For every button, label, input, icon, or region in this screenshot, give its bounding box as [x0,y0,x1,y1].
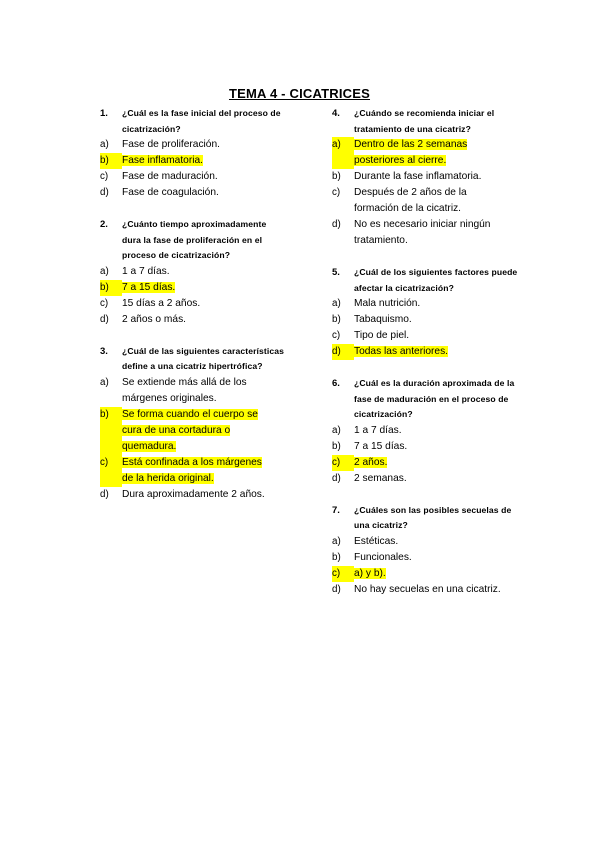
option-text [122,153,203,169]
option-text [122,375,247,407]
answer-option [100,137,300,153]
page-title: TEMA 4 - CICATRICES [228,86,371,101]
option-letter: b) [100,153,122,169]
answer-text: Durante la fase inflamatoria. [354,171,482,182]
option-letter: d) [100,187,109,198]
option-text [354,550,412,566]
option-text-line [122,185,219,201]
answer-option [100,407,300,455]
option-text [122,312,186,328]
option-letter: a) [100,139,109,150]
question-block [332,265,532,360]
highlighted-answer-text: Dentro de las 2 semanas [354,139,468,150]
answer-text: 7 a 15 días. [354,440,408,452]
question-text-line: ¿Cuáles son las posibles secuelas de [354,504,512,515]
option-text [354,582,501,598]
option-text-line [122,153,203,169]
option-letter: c) [332,455,354,471]
option-text [354,185,467,217]
question-text-line: ¿Cuál es la duración aproximada de la [354,378,515,388]
option-text [354,471,407,487]
option-text-line [354,423,402,439]
question-block [100,344,300,503]
option-text-line [122,439,258,455]
option-text-line [354,455,387,471]
question-number: 5. [332,267,340,278]
answer-option [332,344,532,360]
answer-option [332,582,532,598]
answer-text: márgenes originales. [122,392,217,404]
answer-text: 15 días a 2 años. [122,297,201,309]
option-letter: c) [100,297,109,309]
option-text-line [122,391,247,407]
option-text-line [354,137,467,153]
question-header [100,344,300,375]
answer-option [100,169,300,185]
option-letter: c) [332,566,354,582]
option-text-line [354,550,412,566]
answer-option [100,280,300,296]
answer-option [332,217,532,249]
answer-option [332,455,532,471]
answer-text: 2 semanas. [354,472,407,484]
option-text [354,344,448,360]
option-letter: a) [332,424,341,436]
answer-option [332,423,532,439]
option-text [354,169,481,185]
question-text [122,217,266,264]
question-block [332,106,532,249]
option-text-line [122,264,170,280]
answer-text: Después de 2 años de la [354,187,467,198]
option-letter: a) [332,535,341,547]
question-header [332,503,532,534]
answer-text: 2 años o más. [122,313,186,325]
answer-option [100,264,300,280]
option-text [354,296,420,312]
question-text-line: una cicatriz? [354,520,408,530]
question-number: 3. [100,345,108,357]
question-number: 1. [100,108,108,119]
question-header [332,265,532,296]
question-text-line: ¿Cuánto tiempo aproximadamente [122,219,267,229]
question-text-line: cicatrización? [122,123,181,134]
option-letter: b) [100,280,122,296]
question-text-line: dura la fase de proliferación en el [122,234,263,245]
option-letter: d) [332,472,341,484]
option-text [122,280,175,296]
answer-option [332,328,532,344]
option-letter: c) [100,171,109,182]
question-text-line: define a una cicatriz hipertrófica? [122,361,263,371]
option-text [354,423,402,439]
question-header [332,376,532,423]
question-number: 4. [332,108,340,119]
option-text [122,169,218,185]
answer-option [332,169,532,185]
option-letter: b) [332,440,341,452]
answer-text: formación de la cicatriz. [354,203,462,214]
option-text-line [122,487,265,503]
option-letter: a) [100,265,109,277]
answer-text: tratamiento. [354,235,408,246]
option-letter: a) [332,298,341,309]
answer-option [332,439,532,455]
option-text-line [354,169,481,185]
question-text-line: cicatrización? [354,409,413,419]
question-block [100,106,300,201]
answer-text: 1 a 7 días. [354,424,402,436]
answer-text: Fase de coagulación. [122,187,219,198]
question-header [332,106,532,137]
option-text [354,534,398,550]
option-text [122,407,258,455]
option-text-line [122,423,258,439]
answer-option [332,312,532,328]
option-text-line [122,407,258,423]
answer-text: 1 a 7 días. [122,265,170,277]
answer-text: Funcionales. [354,551,412,563]
option-letter: a) [332,137,354,169]
option-letter: d) [332,583,341,595]
option-text-line [354,582,501,598]
answer-text: No es necesario iniciar ningún [354,219,491,230]
question-text [122,106,281,137]
highlighted-answer-text: quemadura. [122,440,177,452]
question-text-line: afectar la cicatrización? [354,282,454,293]
option-text [354,217,490,249]
option-letter: d) [332,219,341,230]
question-block [100,217,300,328]
option-text-line [354,471,407,487]
option-text-line [354,201,467,217]
option-text-line [354,534,398,550]
answer-text: Se extiende más allá de los [122,376,247,388]
option-text-line [122,375,247,391]
option-text-line [354,312,412,328]
option-text-line [122,455,262,471]
option-text-line [354,439,407,455]
answer-option [332,296,532,312]
option-letter: d) [100,488,109,500]
answer-option [100,312,300,328]
option-letter: c) [332,187,341,198]
answer-text: Mala nutrición. [354,298,421,309]
option-text-line [122,137,220,153]
answer-option [332,534,532,550]
question-text [354,106,494,137]
answer-text: Dura aproximadamente 2 años. [122,488,265,500]
question-text-line: ¿Cuándo se recomienda iniciar el [354,108,495,118]
answer-text: Tipo de piel. [354,330,410,341]
option-text [122,185,219,201]
answer-text: Estéticas. [354,535,399,547]
option-text [354,328,409,344]
answer-option [332,471,532,487]
question-header [100,217,300,264]
answer-text: Fase de maduración. [122,171,218,182]
highlighted-answer-text: 7 a 15 días. [122,281,176,293]
answer-option [100,375,300,407]
answer-option [332,566,532,582]
answer-option [100,153,300,169]
option-text-line [122,296,200,312]
answer-option [100,296,300,312]
answer-option [100,185,300,201]
option-text [122,487,265,503]
question-text-line: tratamiento de una cicatriz? [354,123,471,134]
option-text-line [122,312,186,328]
option-text [122,455,262,487]
answer-option [100,455,300,487]
option-text-line [122,471,262,487]
highlighted-answer-text: a) y b). [354,567,386,579]
question-text [122,344,284,375]
highlighted-answer-text: 2 años. [354,456,388,468]
answer-text: Tabaquismo. [354,314,412,325]
question-block [332,503,532,598]
option-letter: b) [332,551,341,563]
option-text-line [354,153,467,169]
option-text-line [354,566,386,582]
highlighted-answer-text: Fase inflamatoria. [122,155,203,166]
option-text-line [354,217,490,233]
option-text [354,137,467,169]
answer-text: No hay secuelas en una cicatriz. [354,583,501,595]
question-text-line: proceso de cicatrización? [122,250,231,260]
answer-option [332,185,532,217]
option-text [354,566,386,582]
answer-option [332,137,532,169]
option-text-line [122,280,175,296]
option-letter: b) [100,407,122,455]
highlighted-answer-text: Todas las anteriores. [354,346,448,357]
highlighted-answer-text: cura de una cortadura o [122,424,231,436]
option-text-line [354,296,420,312]
option-text-line [354,328,409,344]
question-text-line: ¿Cuál de los siguientes factores puede [354,267,518,277]
question-block [332,376,532,487]
option-text-line [122,169,218,185]
option-letter: c) [332,330,341,341]
left-column [100,106,300,519]
answer-option [332,550,532,566]
option-text [354,312,412,328]
option-text [122,296,200,312]
option-text [122,264,170,280]
question-text [354,265,517,296]
question-text [354,503,511,534]
question-header [100,106,300,137]
highlighted-answer-text: posteriores al cierre. [354,155,447,166]
question-text-line: ¿Cuál es la fase inicial del proceso de [122,108,281,118]
option-letter: c) [100,455,122,487]
answer-option [100,487,300,503]
option-letter: a) [100,376,109,388]
right-column [332,106,532,614]
option-letter: d) [332,344,354,360]
question-text-line: fase de maduración en el proceso de [354,393,509,404]
highlighted-answer-text: de la herida original. [122,472,214,484]
option-text-line [354,233,490,249]
option-letter: d) [100,313,109,325]
highlighted-answer-text: Se forma cuando el cuerpo se [122,408,258,420]
option-text [122,137,220,153]
answer-text: Fase de proliferación. [122,139,220,150]
question-number: 2. [100,219,108,230]
question-text [354,376,514,423]
option-text-line [354,344,448,360]
option-letter: b) [332,314,341,325]
option-text-line [354,185,467,201]
highlighted-answer-text: Está confinada a los márgenes [122,456,262,468]
option-letter: b) [332,171,341,182]
option-text [354,439,407,455]
question-text-line: ¿Cuál de las siguientes características [122,345,285,356]
question-number: 6. [332,378,340,389]
option-text [354,455,387,471]
question-number: 7. [332,504,340,516]
